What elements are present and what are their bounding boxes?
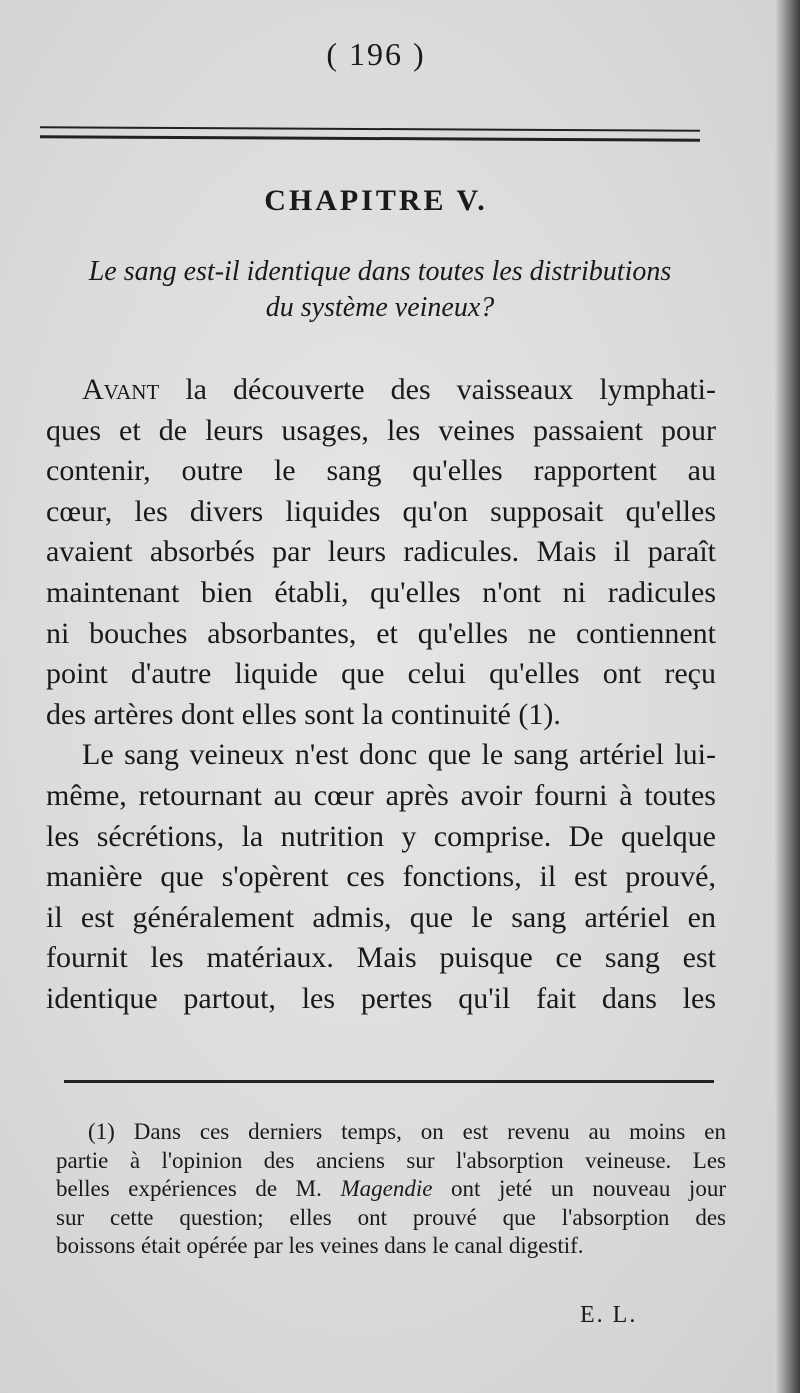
body-line: maintenant bien établi, qu'elles n'ont ni radicules [46, 575, 716, 609]
body-paragraphs [46, 370, 716, 1020]
body-line: identique partout, les pertes qu'il fait dans les [46, 981, 716, 1015]
body-line: contenir, outre le sang qu'elles rapportent au [46, 454, 716, 488]
page-edge-shadow [774, 0, 800, 1393]
lead-word: Avant [82, 373, 160, 406]
footnote-line: sur cette question; elles ont prouvé que l'absorption des [56, 1204, 726, 1230]
body-line: même, retournant au cœur après avoir fourni à toutes [46, 778, 716, 812]
body-line: point d'autre liquide que celui qu'elles ont reçu [46, 657, 716, 691]
footnote-line: partie à l'opinion des anciens sur l'absorption veineuse. Les [56, 1147, 726, 1173]
body-line: il est généralement admis, que le sang artériel en [46, 900, 716, 934]
footnote-line: boissons était opérée par les veines dans le canal digestif. [56, 1233, 584, 1258]
body-line: manière que s'opèrent ces fonctions, il est prouvé, [46, 860, 716, 894]
footnote-line: (1) Dans ces derniers temps, on est revenu au moins en [88, 1119, 726, 1144]
body-line: Le sang veineux n'est donc que le sang artériel lui- [82, 738, 716, 772]
chapter-subtitle [40, 254, 720, 326]
chapter-title: CHAPITRE V. [264, 184, 488, 217]
author-name: Magendie [340, 1176, 433, 1201]
footnote-text: belles expériences de M. [56, 1176, 341, 1201]
header-double-rule [40, 126, 700, 141]
body-line: les sécrétions, la nutrition y comprise. De quelque [46, 819, 716, 853]
footnote-line [56, 1175, 726, 1204]
body-line: cœur, les divers liquides qu'on supposait qu'elles [46, 494, 716, 528]
footnote-rule [64, 1080, 714, 1083]
subtitle-line-2: du système veineux? [265, 292, 495, 323]
body-line-text: la découverte des vaisseaux lymphati- [159, 373, 716, 406]
body-line: avaient absorbés par leurs radicules. Mais il paraît [46, 535, 716, 569]
body-line [46, 370, 716, 411]
footnote-text: ont jeté un nouveau jour [432, 1176, 726, 1201]
body-line: ni bouches absorbantes, et qu'elles ne contiennent [46, 616, 716, 650]
footnote-signature: E. L. [580, 1302, 638, 1328]
subtitle-line-1: Le sang est-il identique dans toutes les distributions [88, 256, 672, 287]
body-line: ques et de leurs usages, les veines passaient pour [46, 413, 716, 447]
body-line: fournit les matériaux. Mais puisque ce sang est [46, 941, 716, 975]
footnote [56, 1118, 726, 1261]
body-line: des artères dont elles sont la continuité (1). [46, 697, 561, 731]
page-number: ( 196 ) [326, 36, 426, 72]
